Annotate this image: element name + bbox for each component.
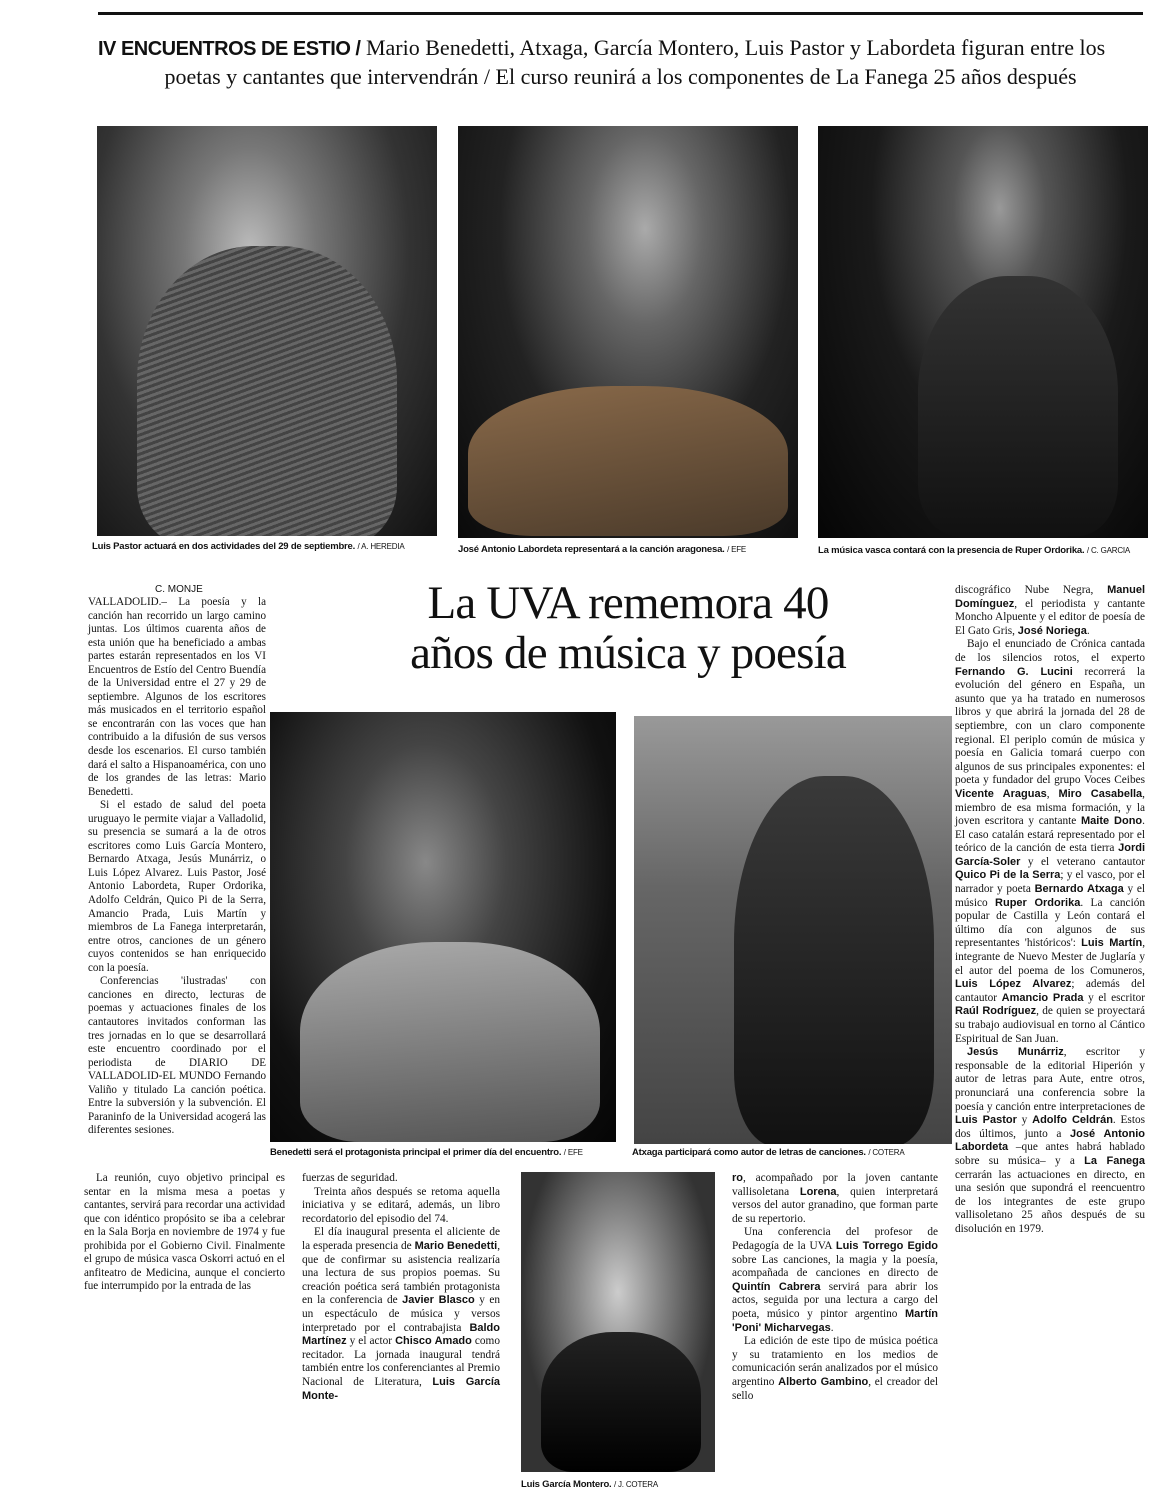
photo-benedetti	[270, 712, 616, 1142]
article-column-2	[302, 1172, 500, 1403]
section-header	[98, 34, 1143, 91]
paragraph: Conferencias 'ilustradas' con canciones en directo, lecturas de poemas y actuaciones finales de los cantautores invitados conforman las tres jornadas en lo que se desarrollará este encuentro coordinado por el periodista de DIARIO DE VALLADOLID-EL MUNDO Fernando Valiño y titulado La canción poética. Entre la subversión y la subvención. El Paraninfo de la Universidad acogerá las diferentes sesiones.	[88, 975, 266, 1137]
caption-ruper-ordorika: La música vasca contará con la presencia de Ruper Ordorika. / C. GARCIA	[818, 545, 1131, 556]
photo-atxaga	[634, 716, 952, 1144]
caption-luis-pastor: Luis Pastor actuará en dos actividades del 29 de septiembre. / A. HEREDIA	[92, 541, 405, 552]
deck-line-2: poetas y cantantes que intervendrán / El curso reunirá a los componentes de La Fanega 25 años después	[164, 64, 1077, 89]
caption-atxaga: Atxaga participará como autor de letras de canciones. / COTERA	[632, 1147, 905, 1158]
photo-luis-pastor	[97, 126, 437, 536]
paragraph: ro, acompañado por la joven cantante vallisoletana Lorena, quien interpretará versos del autor granadino, que forman parte de su repertorio.	[732, 1172, 938, 1225]
paragraph: Bajo el enunciado de Crónica cantada de los silencios rotos, el experto Fernando G. Lucini recorrerá la evolución del género en España, un asunto que ya ha tratado en numerosos libros y que abrirá la jornada del 28 de septiembre, con un claro componente regional. El periplo común de música y poesía en Galicia tomará cuerpo con algunos de sus principales exponentes: el poeta y fundador del grupo Voces Ceibes Vicente Araguas, Miro Casabella, miembro de esa misma formación, y la joven escritora y cantante Maite Dono. El caso catalán estará representado por el teórico de la canción de esta tierra Jordi García-Soler y el veterano cantautor Quico Pi de la Serra; y el vasco, por el narrador y poeta Bernardo Atxaga y el músico Ruper Ordorika. La canción popular de Castilla y León contará el último día con algunos de sus representantes 'históricos': Luis Martín, integrante de Nuevo Mester de Juglaría y el autor del poema de los Comuneros, Luis López Alvarez; además del cantautor Amancio Prada y el escritor Raúl Rodríguez, de quien se proyectará su trabajo audiovisual en torno al Cántico Espiritual de San Juan.	[955, 638, 1146, 1045]
paragraph: VALLADOLID.– La poesía y la canción han recorrido un largo camino juntas. Los últimos cuarenta años de esta unión que ha beneficiado a ambas partes estarán representados en los VI Encuentros de Estío del Centro Buendía de la Universidad entre el 27 y 29 de septiembre. Algunos de los escritores más musicados en el territorio español se encontrarán con las voces que han contribuido a la difusión de sus versos desde los escenarios. El curso también dará el salto a Hispanoamérica, con uno de los grandes de las letras: Mario Benedetti.	[88, 596, 266, 798]
paragraph: La reunión, cuyo objetivo principal es sentar en la misma mesa a poetas y cantantes, servirá para recordar una actividad que con idéntico propósito se iba a celebrar en la Sala Borja en noviembre de 1974 y fue prohibida por el Gobierno Civil. Finalmente el grupo de música vasca Oskorri actuó en el anfiteatro de Medicina, aunque el concierto fue interrumpido por la entrada de las	[84, 1172, 285, 1293]
paragraph: Jesús Munárriz, escritor y responsable de la editorial Hiperión y autor de letras para Aute, entre otros, pronunciará una conferencia sobre la poesía y canción entre interpretaciones de Luis Pastor y Adolfo Celdrán. Estos dos últimos, junto a José Antonio Labordeta –que antes habrá hablado sobre su música– y a La Fanega cerrarán las actuaciones en directo, en una sesión que supondrá el reencuentro de los integrantes de este grupo vallisoletano 25 años después de su disolución en 1979.	[955, 1046, 1146, 1235]
deck-line-1: Mario Benedetti, Atxaga, García Montero, Luis Pastor y Labordeta figuran entre los	[365, 35, 1106, 60]
article-column-1	[88, 596, 266, 1138]
photo-labordeta	[458, 126, 798, 538]
photo-ruper-ordorika	[818, 126, 1148, 538]
paragraph: El día inaugural presenta el aliciente de la esperada presencia de Mario Benedetti, que de confirmar su asistencia realizaría una lectura de sus propios poemas. Su creación poética será también protagonista en la conferencia de Javier Blasco y en un espectáculo de música y versos interpretado por el contrabajista Baldo Martínez y el actor Chisco Amado como recitador. La jornada inaugural tendrá también entre los conferenciantes al Premio Nacional de Literatura, Luis García Monte-	[302, 1226, 501, 1402]
paragraph: Si el estado de salud del poeta uruguayo le permite viajar a Valladolid, su presencia se sumará a la de otros escritores como Luis García Montero, Bernardo Atxaga, Jesús Munárriz, o Luis López Alvarez. Luis Pastor, José Antonio Labordeta, Ruper Ordorika, Adolfo Celdrán, Quico Pi de la Serra, Amancio Prada, Luis Martín y miembros de La Fanega interpretarán, entre otros, canciones de un género cuyos contenidos se han enriquecido con la poesía.	[88, 799, 266, 974]
paragraph: discográfico Nube Negra, Manuel Domínguez, el periodista y cantante Moncho Alpuente y el editor de poesía de El Gato Gris, José Noriega.	[955, 584, 1146, 637]
photo-garcia-montero	[521, 1172, 715, 1472]
paragraph: Una conferencia del profesor de Pedagogía de la UVA Luis Torrego Egido sobre Las canciones, la magia y la poesía, acompañada de canciones en directo de Quintín Cabrera servirá para abrir los actos, seguida por una lectura a cargo del poeta, músico y pintor argentino Martín 'Poni' Micharvegas.	[732, 1226, 939, 1334]
article-column-3	[732, 1172, 938, 1403]
caption-garcia-montero: Luis García Montero. / J. COTERA	[521, 1479, 658, 1490]
caption-benedetti: Benedetti será el protagonista principal el primer día del encuentro. / EFE	[270, 1147, 583, 1158]
article-column-1-bottom	[84, 1172, 285, 1294]
section-kicker: IV ENCUENTROS DE ESTIO /	[98, 38, 361, 60]
top-rule	[98, 12, 1143, 15]
paragraph: fuerzas de seguridad.	[302, 1172, 398, 1184]
byline: C. MONJE	[155, 584, 203, 595]
main-headline: La UVA rememora 40 años de música y poesía	[410, 577, 846, 679]
article-column-4	[955, 584, 1145, 1237]
caption-labordeta: José Antonio Labordeta representará a la canción aragonesa. / EFE	[458, 544, 747, 555]
paragraph: Treinta años después se retoma aquella iniciativa y se editará, además, un libro recordatorio del episodio del 74.	[302, 1185, 500, 1225]
paragraph: La edición de este tipo de música poética y su tratamiento en los medios de comunicación serán analizados por el músico argentino Alberto Gambino, el creador del sello	[732, 1335, 938, 1402]
